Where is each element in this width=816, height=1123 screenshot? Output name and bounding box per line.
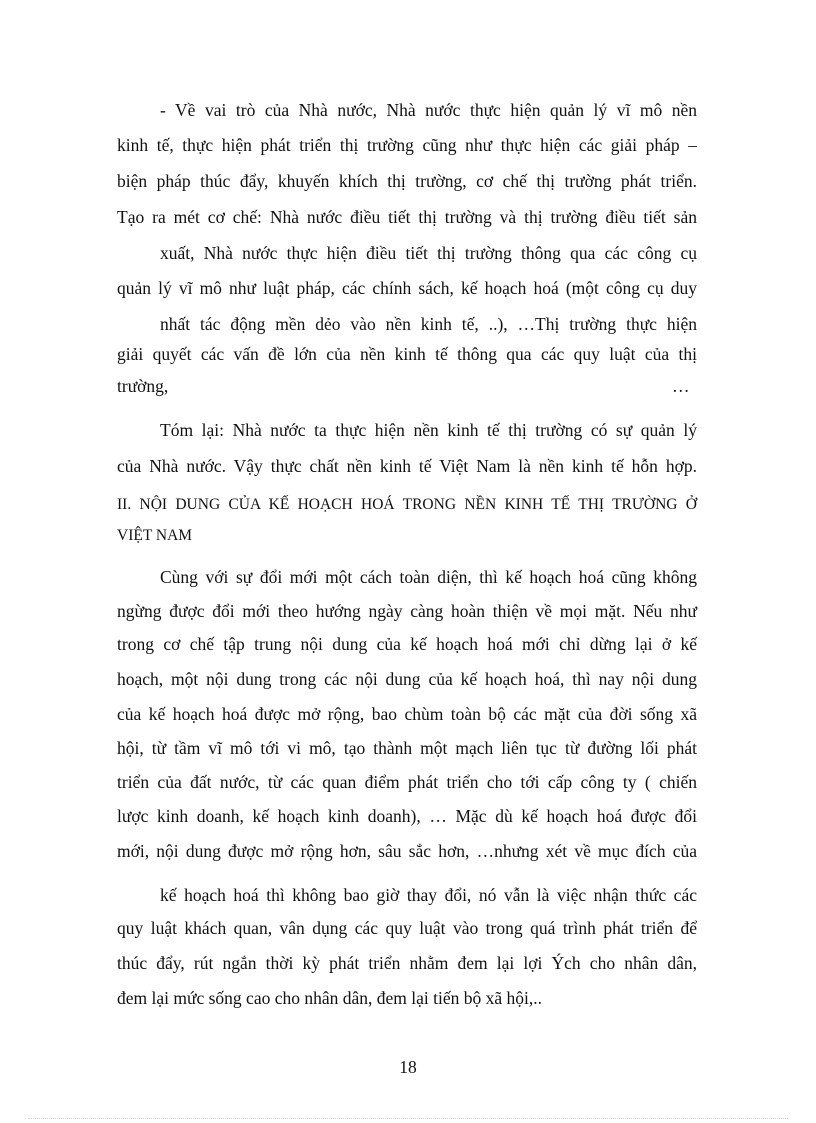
- page-number: 18: [399, 1057, 417, 1077]
- paragraph-line: quản lý vĩ mô như luật pháp, các chính sách, kế hoạch hoá (một công cụ duy: [117, 278, 697, 298]
- ellipsis-text: …: [672, 376, 690, 396]
- paragraph-line: lược kinh doanh, kế hoạch kinh doanh), … Mặc dù kế hoạch hoá được đổi: [117, 806, 697, 826]
- paragraph-line: Cùng với sự đổi mới một cách toàn diện, thì kế hoạch hoá cũng không: [160, 567, 697, 587]
- paragraph-line: thúc đẩy, rút ngắn thời kỳ phát triển nhằm đem lại lợi Ých cho nhân dân,: [117, 953, 697, 973]
- section-heading: VIỆT NAM: [117, 527, 193, 544]
- paragraph-line: - Về vai trò của Nhà nước, Nhà nước thực hiện quản lý vĩ mô nền: [160, 100, 697, 120]
- paragraph-line: quy luật khách quan, vân dụng các quy luật vào trong quá trình phát triển để: [117, 918, 697, 938]
- paragraph-line: xuất, Nhà nước thực hiện điều tiết thị trường thông qua các công cụ: [160, 243, 697, 263]
- paragraph-line: trường,: [117, 376, 169, 396]
- paragraph-line: hoạch, một nội dung trong các nội dung của kế hoạch hoá, thì nay nội dung: [117, 669, 697, 689]
- paragraph-line: trong cơ chế tập trung nội dung của kế hoạch hoá mới chỉ dừng lại ở kế: [117, 634, 697, 654]
- paragraph-line: biện pháp thúc đẩy, khuyến khích thị trường, cơ chế thị trường phát triển.: [117, 171, 697, 191]
- summary-line: Tóm lại: Nhà nước ta thực hiện nền kinh tế thị trường có sự quản lý: [160, 420, 697, 440]
- paragraph-line: mới, nội dung được mở rộng hơn, sâu sắc hơn, …nhưng xét về mục đích của: [117, 841, 697, 861]
- paragraph-line: đem lại mức sống cao cho nhân dân, đem lại tiến bộ xã hội,..: [117, 988, 542, 1008]
- paragraph-line: nhất tác động mền dẻo vào nền kinh tế, ..), …Thị trường thực hiện: [160, 314, 697, 334]
- paragraph-line: kế hoạch hoá thì không bao giờ thay đổi, nó vẫn là việc nhận thức các: [160, 885, 697, 905]
- paragraph-line: ngừng được đổi mới theo hướng ngày càng hoàn thiện về mọi mặt. Nếu như: [117, 601, 697, 621]
- paragraph-line: của kế hoạch hoá được mở rộng, bao chùm toàn bộ các mặt của đời sống xã: [117, 704, 697, 724]
- paragraph-line: hội, từ tầm vĩ mô tới vi mô, tạo thành một mạch liên tục từ đường lối phát: [117, 738, 697, 758]
- paragraph-line: triển của đất nước, từ các quan điểm phát triển cho tới cấp công ty ( chiến: [117, 772, 697, 792]
- paragraph-line: kinh tế, thực hiện phát triển thị trường cũng như thực hiện các giải pháp –: [117, 135, 697, 155]
- paragraph-line: Tạo ra mét cơ chế: Nhà nước điều tiết thị trường và thị trường điều tiết sản: [117, 207, 697, 227]
- summary-line: của Nhà nước. Vậy thực chất nền kinh tế Việt Nam là nền kinh tế hỗn hợp.: [117, 456, 697, 476]
- footer-divider: [28, 1118, 788, 1119]
- paragraph-line: giải quyết các vấn đề lớn của nền kinh tế thông qua các quy luật của thị: [117, 344, 697, 364]
- section-heading: II. NỘI DUNG CỦA KẾ HOẠCH HOÁ TRONG NỀN KINH TẾ THỊ TRƯỜNG Ở: [117, 496, 697, 513]
